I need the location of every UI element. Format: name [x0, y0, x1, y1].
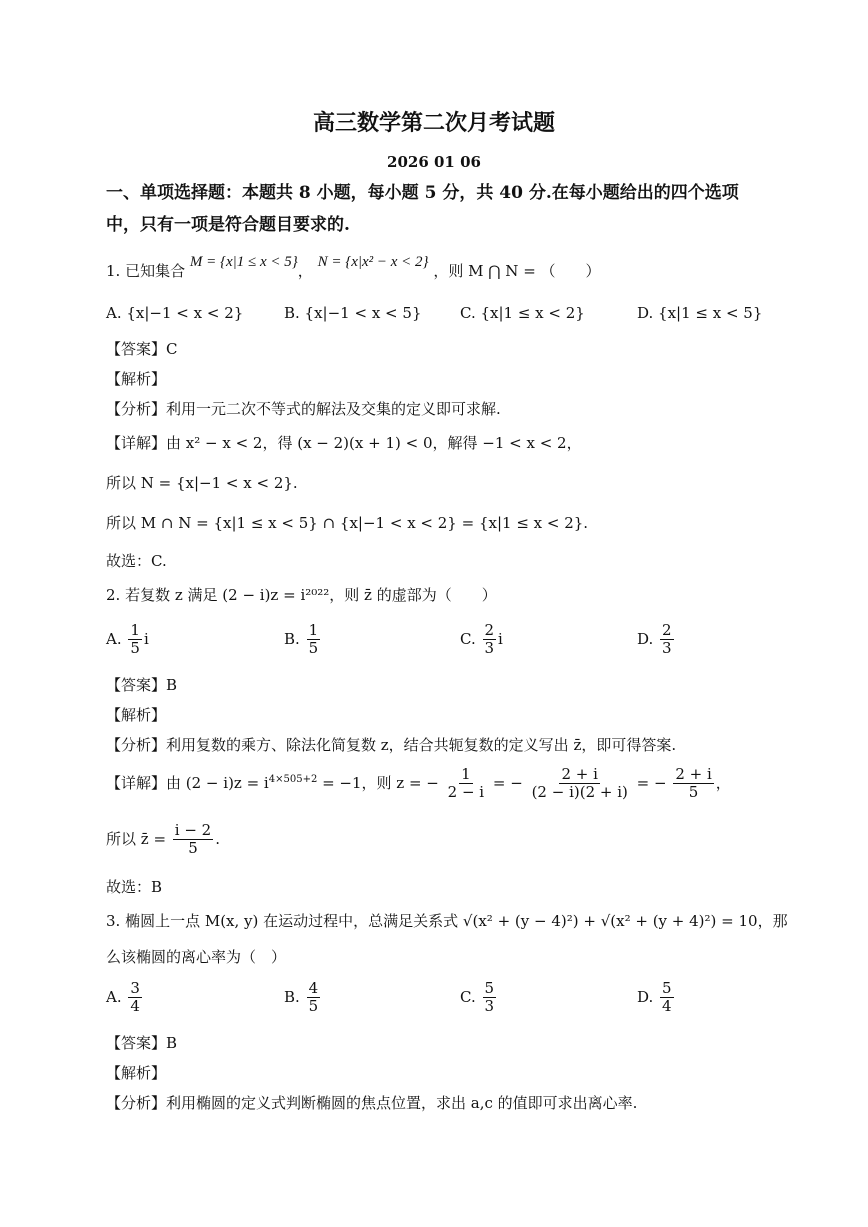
- q2-analysis: 【分析】利用复数的乘方、除法化简复数 z，结合共轭复数的定义写出 z̄，即可得答案.: [106, 736, 677, 754]
- q2-option-a-suffix: i: [143, 629, 149, 648]
- q3-option-d-fraction: $\frac{5}{4}$: [662, 979, 672, 1016]
- q3-option-b-fraction: $\frac{4}{5}$: [308, 979, 319, 1016]
- question-3-stem-line2: 么该椭圆的离心率为（ ）: [106, 948, 287, 966]
- q2-option-d: [637, 622, 676, 658]
- q3-analysis: 【分析】利用椭圆的定义式判断椭圆的焦点位置，求出 a,c 的值即可求出离心率.: [106, 1094, 638, 1112]
- q2-option-c: [460, 622, 503, 658]
- q3-answer: 【答案】B: [106, 1034, 178, 1052]
- q1-option-d: D. {x|1 ≤ x < 5}: [637, 304, 763, 322]
- q3-option-d-letter: D.: [637, 987, 654, 1006]
- q3-option-a: [106, 980, 144, 1016]
- q2-option-d-letter: D.: [637, 629, 654, 648]
- page-title: 高三数学第二次月考试题: [312, 110, 555, 136]
- q2-detail: 【详解】由 $(2 - i)z = i^{4\times 505+2} = -1$，则 z = − $\frac{1}{2 - i}$ = − $\frac{2 + i}{(2 - i)(2 + i)}$ = − $\frac{2 + i}{5}$ ，: [106, 765, 731, 802]
- q2-option-b-fraction: $\frac{1}{5}$: [308, 621, 319, 658]
- q3-analysis-label: 【解析】: [106, 1064, 167, 1082]
- q2-detail-mid: = −1，则 z = −: [317, 773, 439, 792]
- q2-option-a-letter: A.: [106, 629, 122, 648]
- section-heading-line2: 中，只有一项是符合题目要求的.: [106, 215, 350, 235]
- q3-option-b-letter: B.: [284, 987, 300, 1006]
- q2-option-b-letter: B.: [284, 629, 300, 648]
- q1-option-b: B. {x|−1 < x < 5}: [284, 304, 422, 322]
- section-heading-line1: 一、单项选择题：本题共 8 小题，每小题 5 分，共 40 分.在每小题给出的四个选项: [106, 183, 739, 203]
- q2-option-a-fraction: $\frac{1}{5}$: [130, 621, 140, 658]
- q3-option-b: [284, 980, 322, 1016]
- q1-so-n: 所以 N = {x|−1 < x < 2}.: [106, 474, 298, 492]
- q2-so-fraction: $\frac{i - 2}{5}$: [174, 821, 212, 858]
- q1-detail: 【详解】由 x² − x < 2，得 (x − 2)(x + 1) < 0，解得 −1 < x < 2，: [106, 434, 582, 452]
- q1-set-n: N = {x|x² − x < 2}: [317, 254, 429, 270]
- q3-option-a-letter: A.: [106, 987, 122, 1006]
- q3-option-a-fraction: $\frac{3}{4}$: [130, 979, 140, 1016]
- q2-option-a: [106, 622, 149, 658]
- q1-choice: 故选：C.: [106, 552, 167, 570]
- q2-option-c-letter: C.: [460, 629, 476, 648]
- question-2-stem: 2. 若复数 z 满足 (2 − i)z = i²⁰²²，则 z̄ 的虚部为（ ）: [106, 586, 497, 604]
- q1-stem-prefix: 1. 已知集合: [106, 262, 186, 280]
- q3-option-c: [460, 980, 498, 1016]
- exam-date: 2026 01 06: [387, 153, 481, 171]
- q2-detail-prefix: 【详解】由 (2 − i)z = i: [106, 773, 269, 792]
- q1-analysis-label: 【解析】: [106, 370, 167, 388]
- q1-so-mn: 所以 M ∩ N = {x|1 ≤ x < 5} ∩ {x|−1 < x < 2} = {x|1 ≤ x < 2}.: [106, 514, 589, 532]
- q1-set-m: M = {x|1 ≤ x < 5}: [189, 254, 298, 270]
- q1-option-a: A. {x|−1 < x < 2}: [106, 304, 244, 322]
- q2-choice: 故选：B: [106, 878, 163, 896]
- question-3-stem-line1: 3. 椭圆上一点 M(x, y) 在运动过程中，总满足关系式 √(x² + (y − 4)²) + √(x² + (y + 4)²) = 10，那: [106, 912, 788, 930]
- q2-detail-fraction-1: $\frac{1}{2 - i}$: [447, 765, 485, 802]
- q2-detail-fraction-2: $\frac{2 + i}{(2 - i)(2 + i)}$: [531, 765, 628, 802]
- q2-so-prefix: 所以 z̄ =: [106, 829, 171, 848]
- q2-analysis-label: 【解析】: [106, 706, 167, 724]
- q2-option-b: [284, 622, 322, 658]
- q2-answer: 【答案】B: [106, 676, 178, 694]
- q3-option-c-letter: C.: [460, 987, 476, 1006]
- q3-option-c-fraction: $\frac{5}{3}$: [484, 979, 495, 1016]
- q1-option-c: C. {x|1 ≤ x < 2}: [460, 304, 585, 322]
- q2-option-c-suffix: i: [498, 629, 503, 648]
- q2-so-z: 所以 z̄ = $\frac{i - 2}{5}$ .: [106, 821, 221, 858]
- q2-detail-fraction-3: $\frac{2 + i}{5}$: [675, 765, 712, 802]
- q1-answer: 【答案】C: [106, 340, 178, 358]
- q2-option-d-fraction: $\frac{2}{3}$: [662, 621, 672, 658]
- q1-stem-suffix: ，则 M ⋂ N = （ ）: [433, 262, 601, 280]
- q2-detail-exponent: 4×505+2: [268, 773, 318, 785]
- question-1-stem: 1. 已知集合 M = {x|1 ≤ x < 5}， N = {x|x² − x < 2} ，则 M ⋂ N = （ ）: [106, 254, 601, 280]
- q3-option-d: [637, 980, 676, 1016]
- q2-option-c-fraction: $\frac{2}{3}$: [484, 621, 495, 658]
- q1-analysis: 【分析】利用一元二次不等式的解法及交集的定义即可求解.: [106, 400, 501, 418]
